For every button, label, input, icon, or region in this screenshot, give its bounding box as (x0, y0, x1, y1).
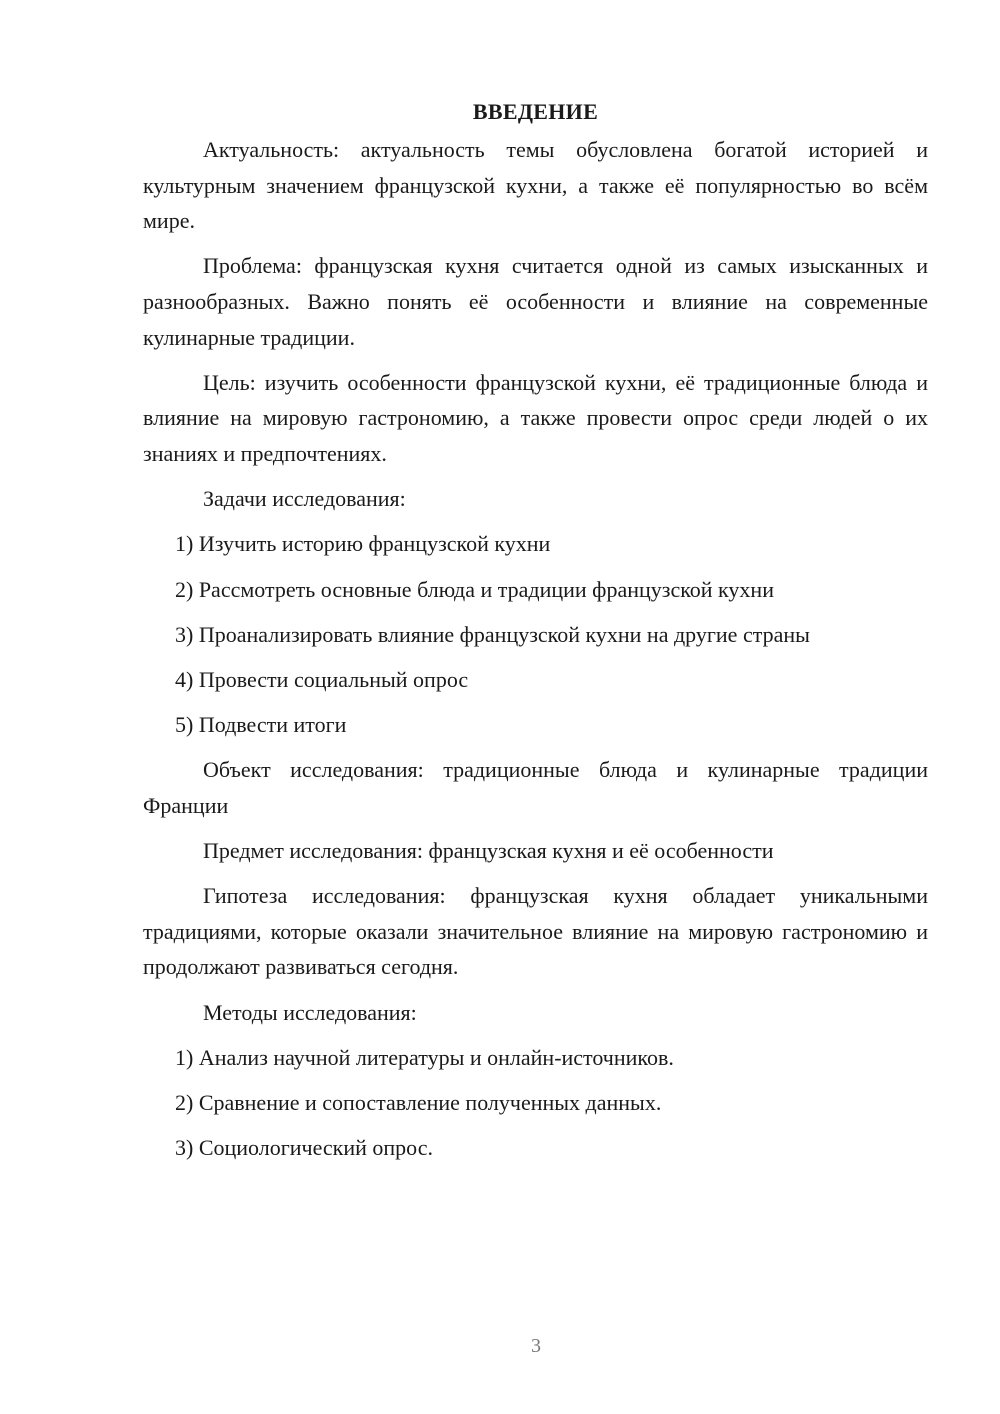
method-item-2: 2) Сравнение и сопоставление полученных данных. (175, 1089, 662, 1115)
subject-paragraph: Предмет исследования: французская кухня и её особенности (203, 838, 774, 864)
problem-paragraph: Проблема: французская кухня считается одной из самых изысканных и разнообразных. Важно понять её особенности и влияние на современные кулинарные традиции. (143, 253, 928, 350)
task-item-2: 2) Рассмотреть основные блюда и традиции французской кухни (175, 576, 774, 602)
page-number: 3 (531, 1335, 541, 1357)
page-content (143, 94, 928, 1175)
object-paragraph: Объект исследования: традиционные блюда и кулинарные традиции Франции (143, 757, 928, 818)
page-title: ВВЕДЕНИЕ (472, 99, 599, 124)
hypothesis-paragraph: Гипотеза исследования: французская кухня обладает уникальными традициями, которые оказали значительное влияние на мировую гастрономию и продолжают развиваться сегодня. (143, 883, 928, 980)
task-item-5: 5) Подвести итоги (175, 712, 347, 738)
task-item-3: 3) Проанализировать влияние французской кухни на другие страны (175, 621, 810, 647)
task-item-4: 4) Провести социальный опрос (175, 666, 469, 692)
relevance-paragraph: Актуальность: актуальность темы обусловлена богатой историей и культурным значением французской кухни, а также её популярностью во всём мире. (143, 137, 928, 234)
methods-heading: Методы исследования: (203, 999, 417, 1025)
method-item-3: 3) Социологический опрос. (175, 1135, 433, 1161)
method-item-1: 1) Анализ научной литературы и онлайн-источников. (175, 1044, 674, 1070)
tasks-heading: Задачи исследования: (203, 486, 406, 512)
goal-paragraph: Цель: изучить особенности французской кухни, её традиционные блюда и влияние на мировую гастрономию, а также провести опрос среди людей о их знаниях и предпочтениях. (143, 369, 928, 466)
task-item-1: 1) Изучить историю французской кухни (175, 531, 551, 557)
